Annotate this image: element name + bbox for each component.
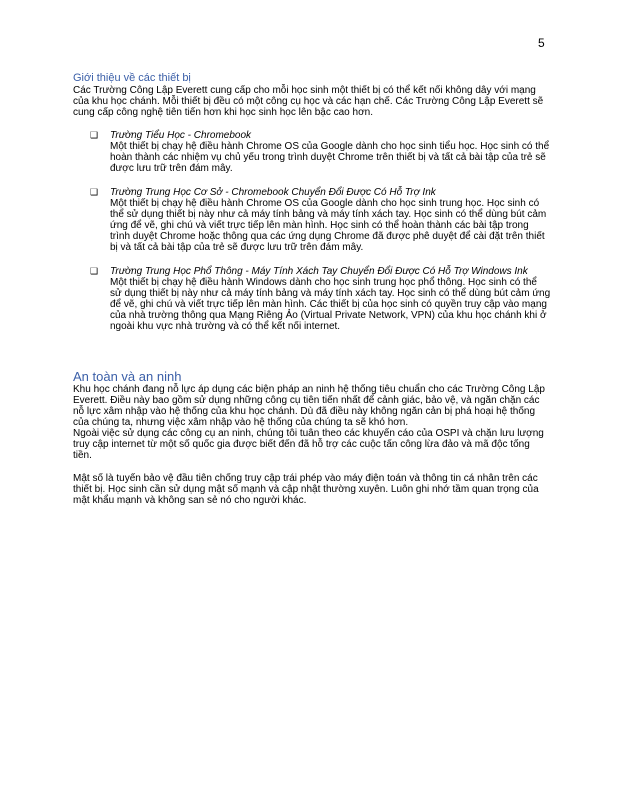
device-list [73,130,551,332]
page-number: 5 [538,36,545,50]
device-item-title: Trường Trung Học Cơ Sở - Chromebook Chuyển Đổi Được Có Hỗ Trợ Ink [110,187,436,198]
device-item-description: Một thiết bị chạy hệ điều hành Windows dành cho học sinh trung học phổ thông. Học sinh có thể sử dụng thiết bị này như cả máy tính bảng và máy tính xách tay. Học sinh có thể dùng bút cảm ứng để vẽ, ghi chú và viết trực tiếp lên màn hình. Các thiết bị của học sinh có quyền truy cập vào mạng của nhà trường thông qua Mạng Riêng Ảo (Virtual Private Network, VPN) của khu học chánh khi ở ngoài khu vực nhà trường và có thể kết nối internet. [110,277,551,332]
security-paragraph-3: Mật số là tuyến bảo vệ đầu tiên chống truy cập trái phép vào máy điện toán và thông tin cá nhân trên các thiết bị. Học sinh cần sử dụng mật số mạnh và cập nhật thường xuyên. Luôn ghi nhớ tầm quan trọng của mật khẩu mạnh và không san sẻ nó cho người khác. [73,473,539,506]
device-item-title: Trường Trung Học Phổ Thông - Máy Tính Xách Tay Chuyển Đổi Được Có Hỗ Trợ Windows Ink [110,266,528,277]
bullet-icon: ❑ [90,130,99,140]
device-item-description: Một thiết bị chạy hệ điều hành Chrome OS của Google dành cho học sinh tiểu học. Học sinh có thể hoàn thành các nhiệm vụ chủ yếu trong trình duyệt Chrome trên thiết bị và tất cả bài tập của trẻ sẽ được lưu trữ trên đám mây. [110,141,550,174]
devices-intro-paragraph: Các Trường Công Lập Everett cung cấp cho mỗi học sinh một thiết bị có thể kết nối không dây với mạng của khu học chánh. Mỗi thiết bị đều có một công cụ học và các hạn chế. Các Trường Công Lập Everett sẽ cung cấp công nghệ tiên tiến hơn khi học sinh học lên bậc cao hơn. [73,85,544,118]
security-paragraph-2: Ngoài việc sử dụng các công cụ an ninh, chúng tôi tuân theo các khuyến cáo của OSPI và chặn lưu lượng truy cập internet từ một số quốc gia được biết đến đã hỗ trợ các cuộc tấn công lừa đảo và mã độc tống tiền. [73,428,544,461]
security-paragraph-1: Khu học chánh đang nỗ lực áp dụng các biện pháp an ninh hệ thống tiêu chuẩn cho các Trường Công Lập Everett. Điều này bao gồm sử dụng những công cụ tiên tiến nhất để cảnh giác, bảo vệ, và ngăn chặn các nỗ lực xâm nhập vào hệ thống của khu học chánh. Dù đã điều này không ngăn cản bị phá hoại hệ thống của chúng ta, nhưng việc xâm nhập vào hệ thống của chúng ta sẽ khó hơn. [73,384,545,428]
device-item-high-school [73,266,551,332]
device-item-middle-school [73,187,551,253]
device-item-title: Trường Tiểu Học - Chromebook [110,130,252,141]
bullet-icon: ❑ [90,187,99,197]
device-item-description: Một thiết bị chạy hệ điều hành Chrome OS của Google dành cho học sinh trung học. Học sinh có thể sử dụng thiết bị này như cả máy tính bảng và máy tính xách tay. Học sinh có thể dùng bút cảm ứng để vẽ, ghi chú và viết trực tiếp lên màn hình. Học sinh có thể hoàn thành các bài tập trong trình duyệt Chrome hoặc thông qua các ứng dụng Chrome đã được phê duyệt để cài đặt trên thiết bị và tất cả bài tập của trẻ sẽ được lưu trữ trên đám mây. [110,198,547,253]
section-heading-devices: Giới thiệu về các thiết bị [73,72,191,84]
section-heading-security: An toàn và an ninh [73,369,182,384]
device-item-elementary [73,130,551,174]
document-body [73,72,551,506]
bullet-icon: ❑ [90,266,99,276]
